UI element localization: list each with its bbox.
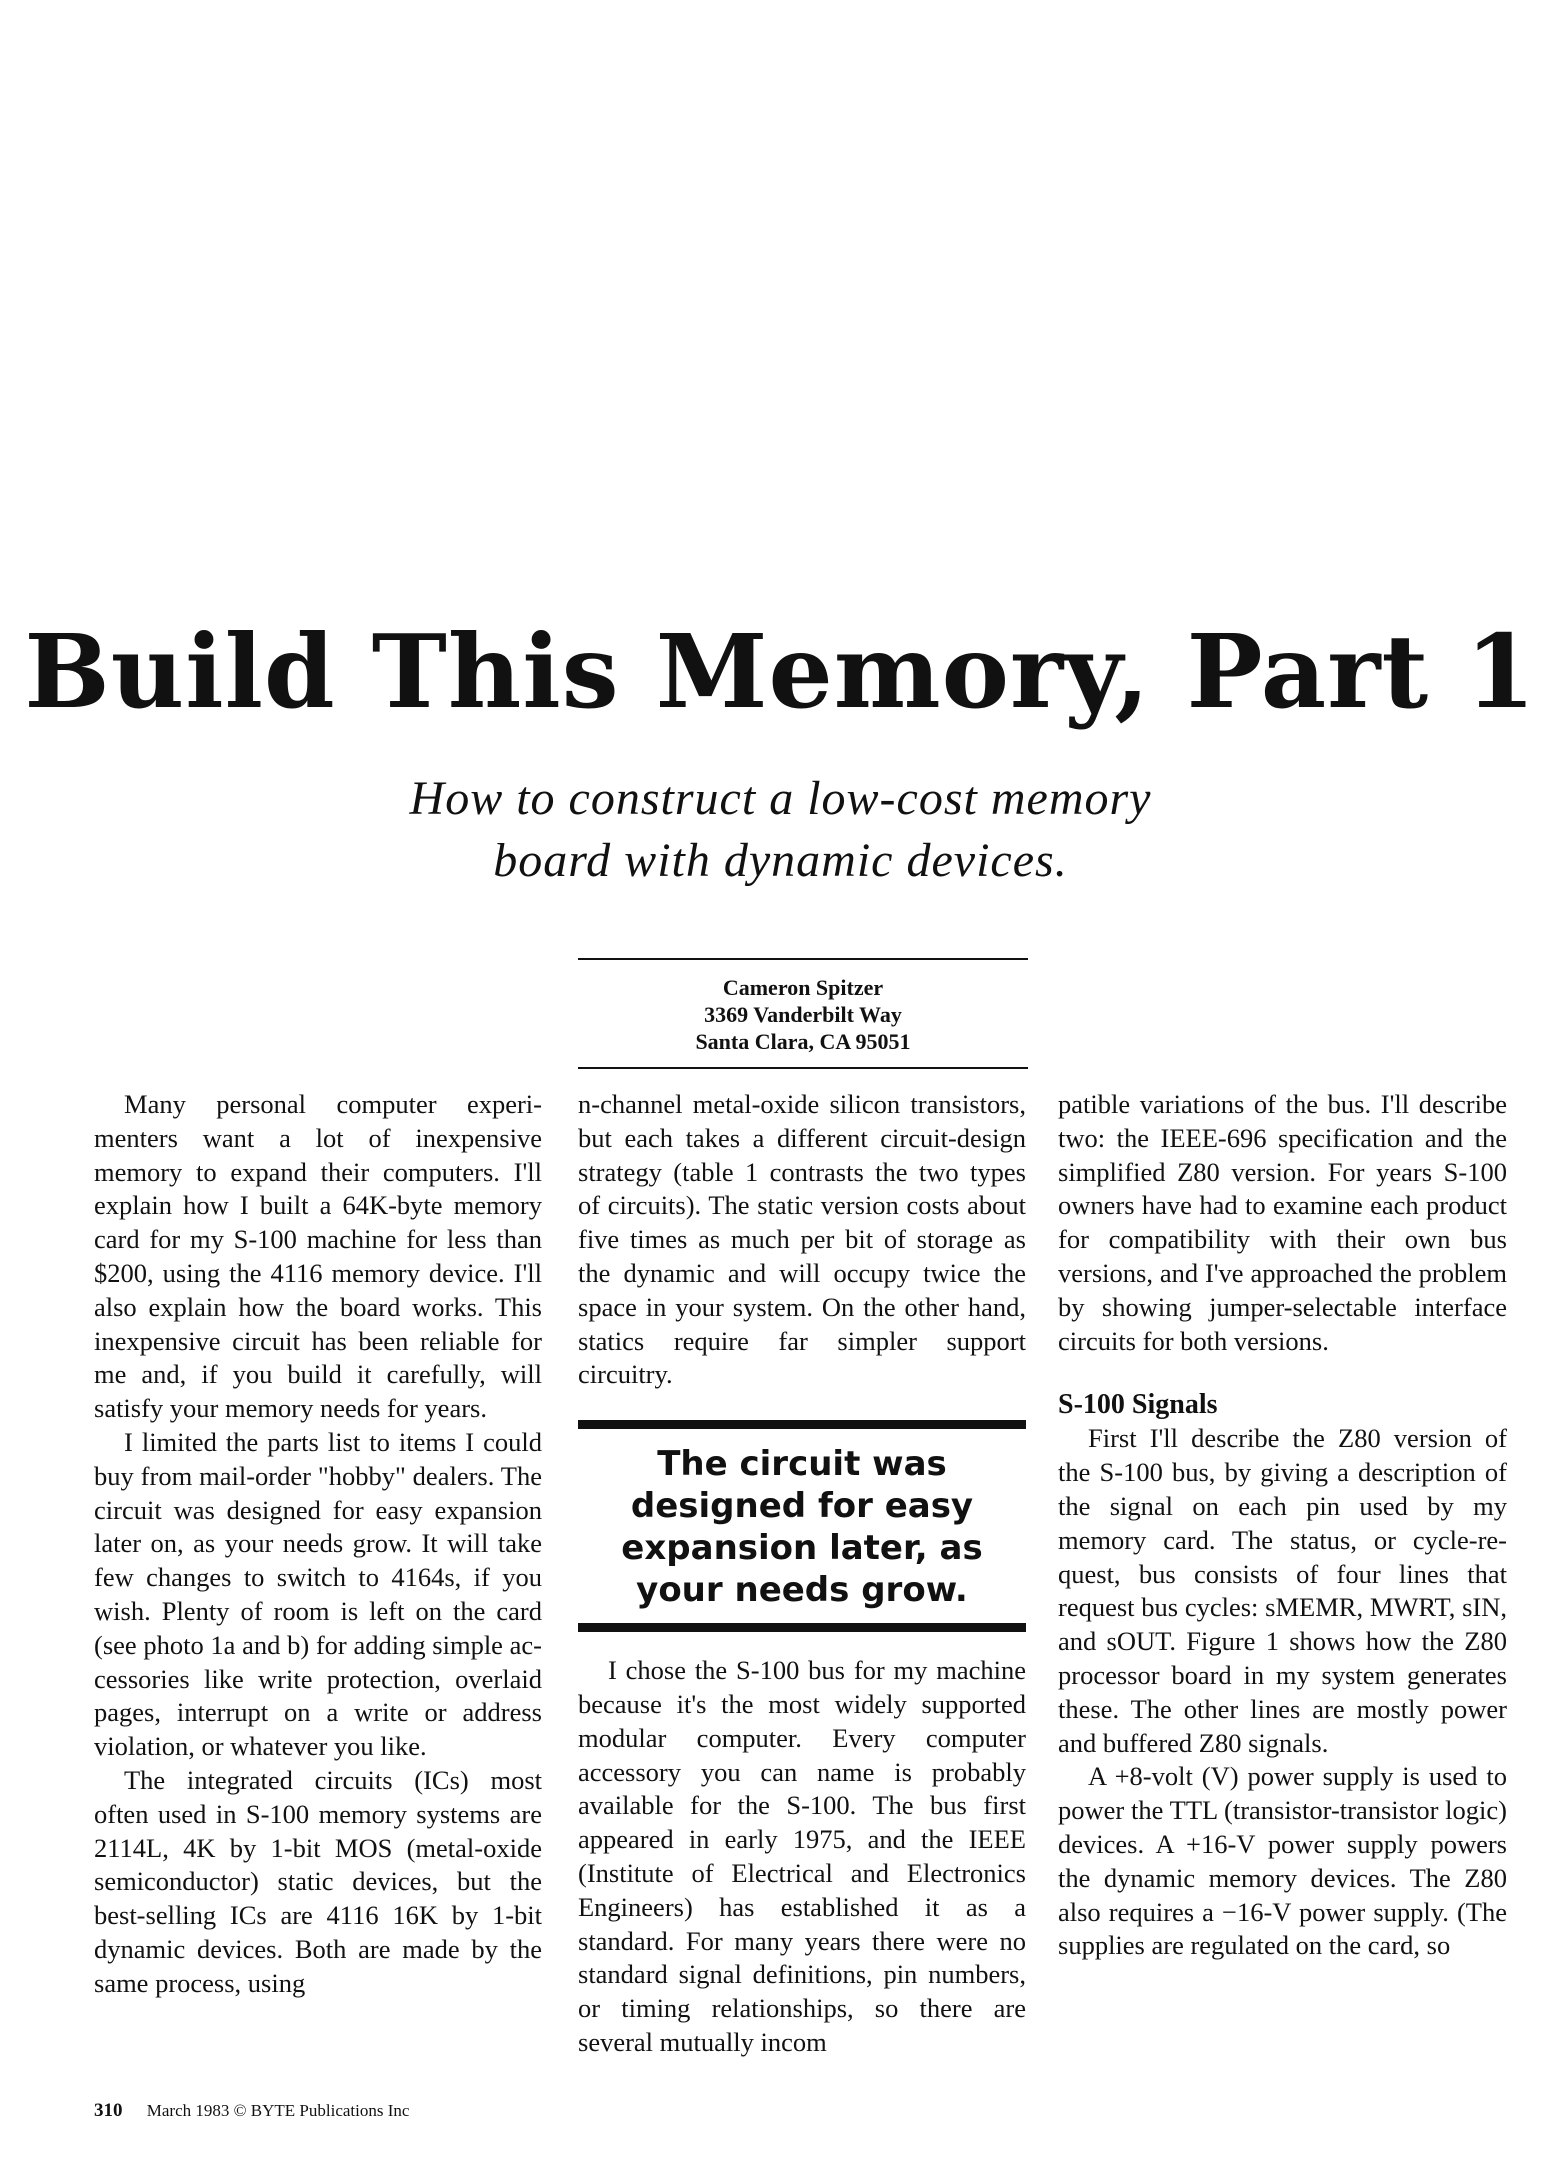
author-city: Santa Clara, CA 95051 (695, 1029, 911, 1054)
body-paragraph: I chose the S-100 bus for my machine because it's the most widely supported modular computer. Every computer accessory you can name is probably available for the S-100. The bus first appeared in early 1975, and the IEEE (Institute of Electrical and Electronics Engineers) has established it as a standard. For many years there were no standard signal definitions, pin numbers, or timing relationships, so there are several mutually incom (578, 1655, 1026, 2057)
body-column-3 (1058, 1088, 1507, 1963)
author-name: Cameron Spitzer (722, 975, 884, 1000)
subtitle-line: How to construct a low-cost memory (409, 772, 1152, 825)
page-number: 310 (94, 2100, 123, 2121)
body-column-2 (578, 1088, 1026, 2060)
author-byline (578, 958, 1028, 1069)
section-heading: S-100 Signals (1058, 1389, 1218, 1421)
subtitle-line: board with dynamic devices. (493, 834, 1068, 887)
body-paragraph: patible variations of the bus. I'll describe two: the IEEE-696 specification and the simplified Z80 version. For years S-100 owners have had to examine each product for compatibility with their own bus versions, and I've approached the problem by showing jumper-selectable interface circuits for both versions. (1058, 1089, 1507, 1356)
body-paragraph: I limited the parts list to items I could buy from mail-order "hobby" dealers. The circuit was designed for easy expansion later on, as your needs grow. It will take few changes to switch to 4164s, if you wish. Plenty of room is left on the card (see photo 1a and b) for adding simple accessories like write protection, overlaid pages, interrupt on a write or address violation, or whatever you like. (94, 1426, 542, 1762)
author-address: 3369 Vanderbilt Way (704, 1002, 902, 1027)
body-column-1 (94, 1088, 542, 2001)
body-paragraph: A +8-volt (V) power supply is used to power the TTL (transistor-transistor logic) devices. A +16-V power supply powers the dynamic memory devices. The Z80 also requires a −16-V power supply. (The supplies are regulated on the card, so (1058, 1761, 1507, 1961)
article-subtitle (0, 768, 1561, 892)
page-footer (94, 2100, 409, 2122)
article-title: Build This Memory, Part 1 (24, 612, 1537, 731)
body-paragraph: n-channel metal-oxide silicon transistors, but each takes a different circuit-design strategy (table 1 contrasts the two types of circuits). The static version costs about five times as much per bit of storage as the dynamic and will occupy twice the space in your system. On the other hand, statics require far simpler support circuitry. (578, 1089, 1026, 1390)
body-paragraph: Many personal computer experimenters want a lot of inexpensive memory to expand their computers. I'll explain how I built a 64K-byte memory card for my S-100 machine for less than $200, using the 4116 memory device. I'll also explain how the board works. This inexpensive circuit has been reliable for me and, if you build it carefully, will satisfy your memory needs for years. (94, 1089, 542, 1424)
body-paragraph: The integrated circuits (ICs) most often used in S-100 memory systems are 2114L, 4K by 1-bit MOS (metal-oxide semiconductor) static devices, but the best-selling ICs are 4116 16K by 1-bit dynamic devices. Both are made by the same process, using (94, 1764, 542, 1998)
pull-quote: The circuit was designed for easy expansion later, as your needs grow. (578, 1420, 1026, 1632)
publication-credit: March 1983 © BYTE Publications Inc (146, 2101, 410, 2120)
body-paragraph: First I'll describe the Z80 version of the S-100 bus, by giving a description of the signal on each pin used by my memory card. The status, or cycle-request, bus consists of four lines that request bus cycles: sMEMR, MWRT, sIN, and sOUT. Figure 1 shows how the Z80 processor board in my system generates these. The other lines are mostly power and buffered Z80 signals. (1058, 1423, 1507, 1758)
